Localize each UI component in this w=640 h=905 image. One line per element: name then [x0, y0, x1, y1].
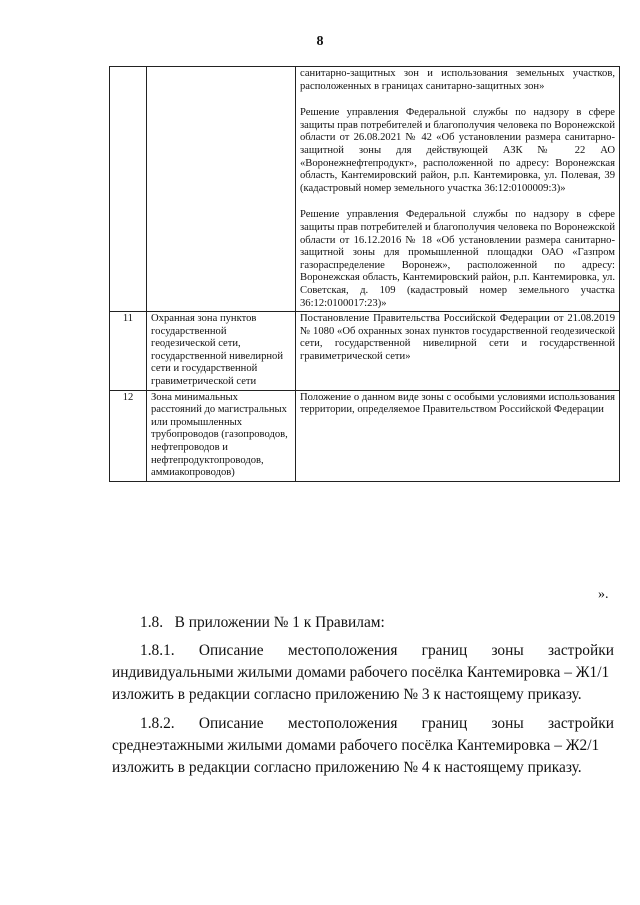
heading-word: застройки	[547, 715, 614, 732]
row-number: 11	[110, 312, 147, 391]
zones-table	[109, 66, 620, 482]
legal-document: Положение о данном виде зоны с особыми условиями использования территории, определяемое Правительством Российской Федерации	[300, 391, 615, 416]
zone-name	[147, 67, 296, 312]
heading-word: застройки	[547, 642, 614, 659]
heading-word: границ	[421, 642, 468, 659]
heading-word: Описание	[198, 642, 264, 659]
closing-quote: ».	[598, 587, 609, 602]
zone-name: Охранная зона пунктов государственной геодезической сети, государственной нивелирной сети и государственной гравиметрической сети	[147, 312, 296, 391]
heading-word: Описание	[198, 715, 264, 732]
heading-word: местоположения	[287, 642, 398, 659]
legal-document: Решение управления Федеральной службы по надзору в сфере защиты прав потребителей и благополучия человека по Воронежской области от 16.12.2016 № 18 «Об установлении размера санитарно-защитной зоны для промышленной площадки ОАО «Газпром газораспределение Воронеж», расположенной по адресу: Воронежская область, Кантемировский район, р.п. Кантемировка, ул. Советская, д. 109 (кадастровый номер земельного участка 36:12:0100017:23)»	[300, 209, 615, 309]
item-1-8-2	[112, 713, 614, 780]
table-row	[110, 67, 620, 312]
heading-word: зоны	[491, 642, 524, 659]
legal-documents	[296, 390, 620, 481]
heading-word: границ	[421, 715, 468, 732]
heading-word: 1.8.1.	[140, 642, 175, 659]
legal-document: санитарно-защитных зон и использования земельных участков, расположенных в границах санитарно-защитных зон»	[300, 68, 615, 92]
item-heading	[112, 640, 614, 662]
table-row	[110, 312, 620, 391]
section-1-8: 1.8. В приложении № 1 к Правилам:	[140, 614, 385, 631]
item-1-8-1	[112, 640, 614, 707]
table-row	[110, 390, 620, 481]
heading-word: местоположения	[287, 715, 398, 732]
legal-documents	[296, 67, 620, 312]
item-line: среднеэтажными жилыми домами рабочего посёлка Кантемировка – Ж2/1	[112, 737, 600, 755]
row-number	[110, 67, 147, 312]
legal-documents	[296, 312, 620, 391]
legal-document: Постановление Правительства Российской Федерации от 21.08.2019 № 1080 «Об охранных зонах пунктов государственной геодезической сети, государственной нивелирной сети и государственной гравиметрической сети»	[300, 313, 615, 362]
item-line: индивидуальными жилыми домами рабочего посёлка Кантемировка – Ж1/1	[112, 664, 610, 682]
row-number: 12	[110, 390, 147, 481]
item-line: изложить в редакции согласно приложению № 3 к настоящему приказу.	[112, 686, 582, 704]
item-line: изложить в редакции согласно приложению № 4 к настоящему приказу.	[112, 759, 582, 777]
page-number: 8	[316, 34, 324, 49]
heading-word: зоны	[491, 715, 524, 732]
heading-word: 1.8.2.	[140, 715, 175, 732]
legal-document: Решение управления Федеральной службы по надзору в сфере защиты прав потребителей и благополучия человека по Воронежской области от 26.08.2021 № 42 «Об установлении размера санитарно-защитной зоны для действующей АЗК № 22 АО «Воронежнефтепродукт», расположенной по адресу: Воронежская область, Кантемировский район, р.п. Кантемировка, ул. Полевая, 39 (кадастровый номер земельного участка 36:12:0100009:3)»	[300, 107, 615, 194]
item-heading	[112, 713, 614, 735]
zone-name: Зона минимальных расстояний до магистральных или промышленных трубопроводов (газопроводов, нефтепроводов и нефтепродуктопроводов, аммиакопроводов)	[147, 390, 296, 481]
